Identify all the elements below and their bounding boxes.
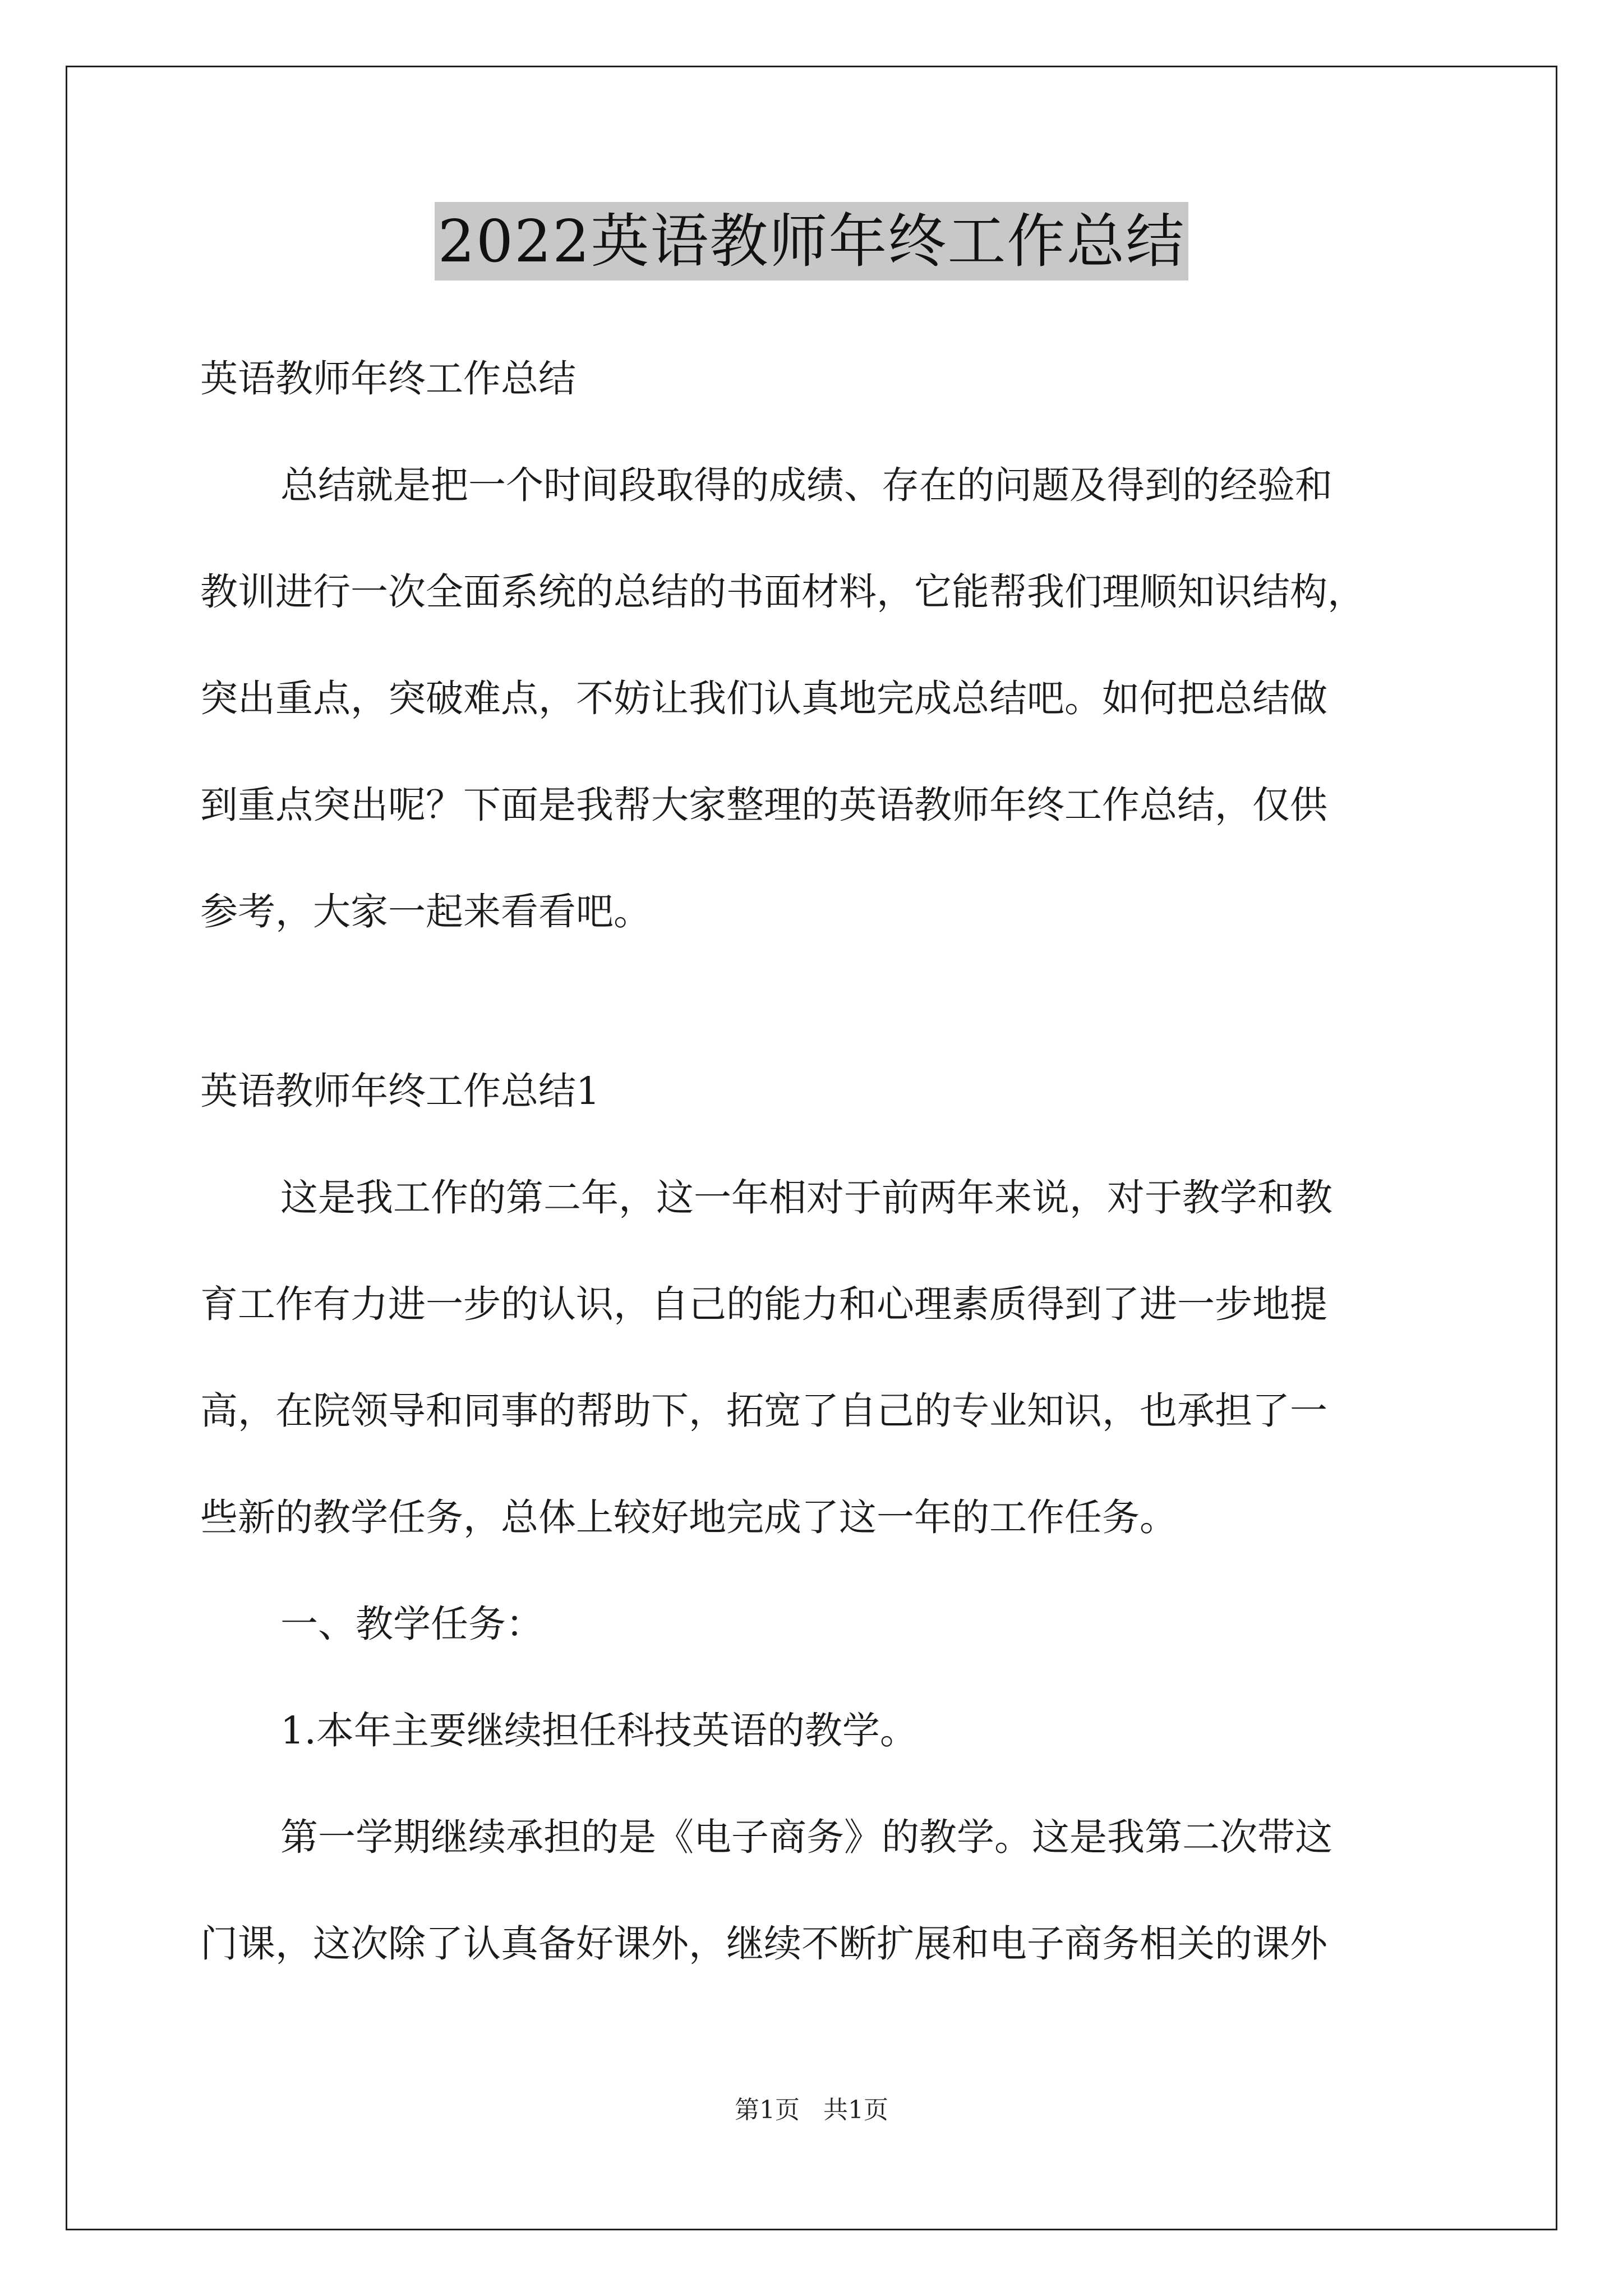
intro-line-3: 突出重点，突破难点，不妨让我们认真地完成总结吧。如何把总结做 xyxy=(200,677,1327,720)
intro-line-5: 参考，大家一起来看看吧。 xyxy=(200,890,651,933)
intro-line-1: 总结就是把一个时间段取得的成绩、存在的问题及得到的经验和 xyxy=(280,463,1332,507)
page-footer xyxy=(0,2090,1623,2125)
document-subtitle: 英语教师年终工作总结 xyxy=(200,357,576,401)
list-item-1: 1.本年主要继续担任科技英语的教学。 xyxy=(280,1709,917,1752)
section-1-line-3: 高，在院领导和同事的帮助下，拓宽了自己的专业知识，也承担了一 xyxy=(200,1389,1327,1433)
section-1-line-1: 这是我工作的第二年，这一年相对于前两年来说，对于教学和教 xyxy=(280,1176,1332,1220)
section-1-line-4: 些新的教学任务，总体上较好地完成了这一年的工作任务。 xyxy=(200,1496,1177,1539)
section-1-heading: 英语教师年终工作总结1 xyxy=(200,1069,600,1113)
section-1-line-2: 育工作有力进一步的认识，自己的能力和心理素质得到了进一步地提 xyxy=(200,1282,1327,1326)
intro-line-2: 教训进行一次全面系统的总结的书面材料，它能帮我们理顺知识结构， xyxy=(200,570,1365,614)
title-container xyxy=(0,202,1623,280)
page-number-total: 共1页 xyxy=(823,2096,888,2124)
paragraph-line-2: 门课，这次除了认真备好课外，继续不断扩展和电子商务相关的课外 xyxy=(200,1922,1327,1966)
paragraph-line-1: 第一学期继续承担的是《电子商务》的教学。这是我第二次带这 xyxy=(280,1815,1332,1859)
intro-line-4: 到重点突出呢？下面是我帮大家整理的英语教师年终工作总结，仅供 xyxy=(200,783,1327,827)
page-number-current: 第1页 xyxy=(735,2096,800,2124)
teaching-tasks-heading: 一、教学任务： xyxy=(280,1602,543,1646)
document-title: 2022英语教师年终工作总结 xyxy=(435,202,1189,280)
